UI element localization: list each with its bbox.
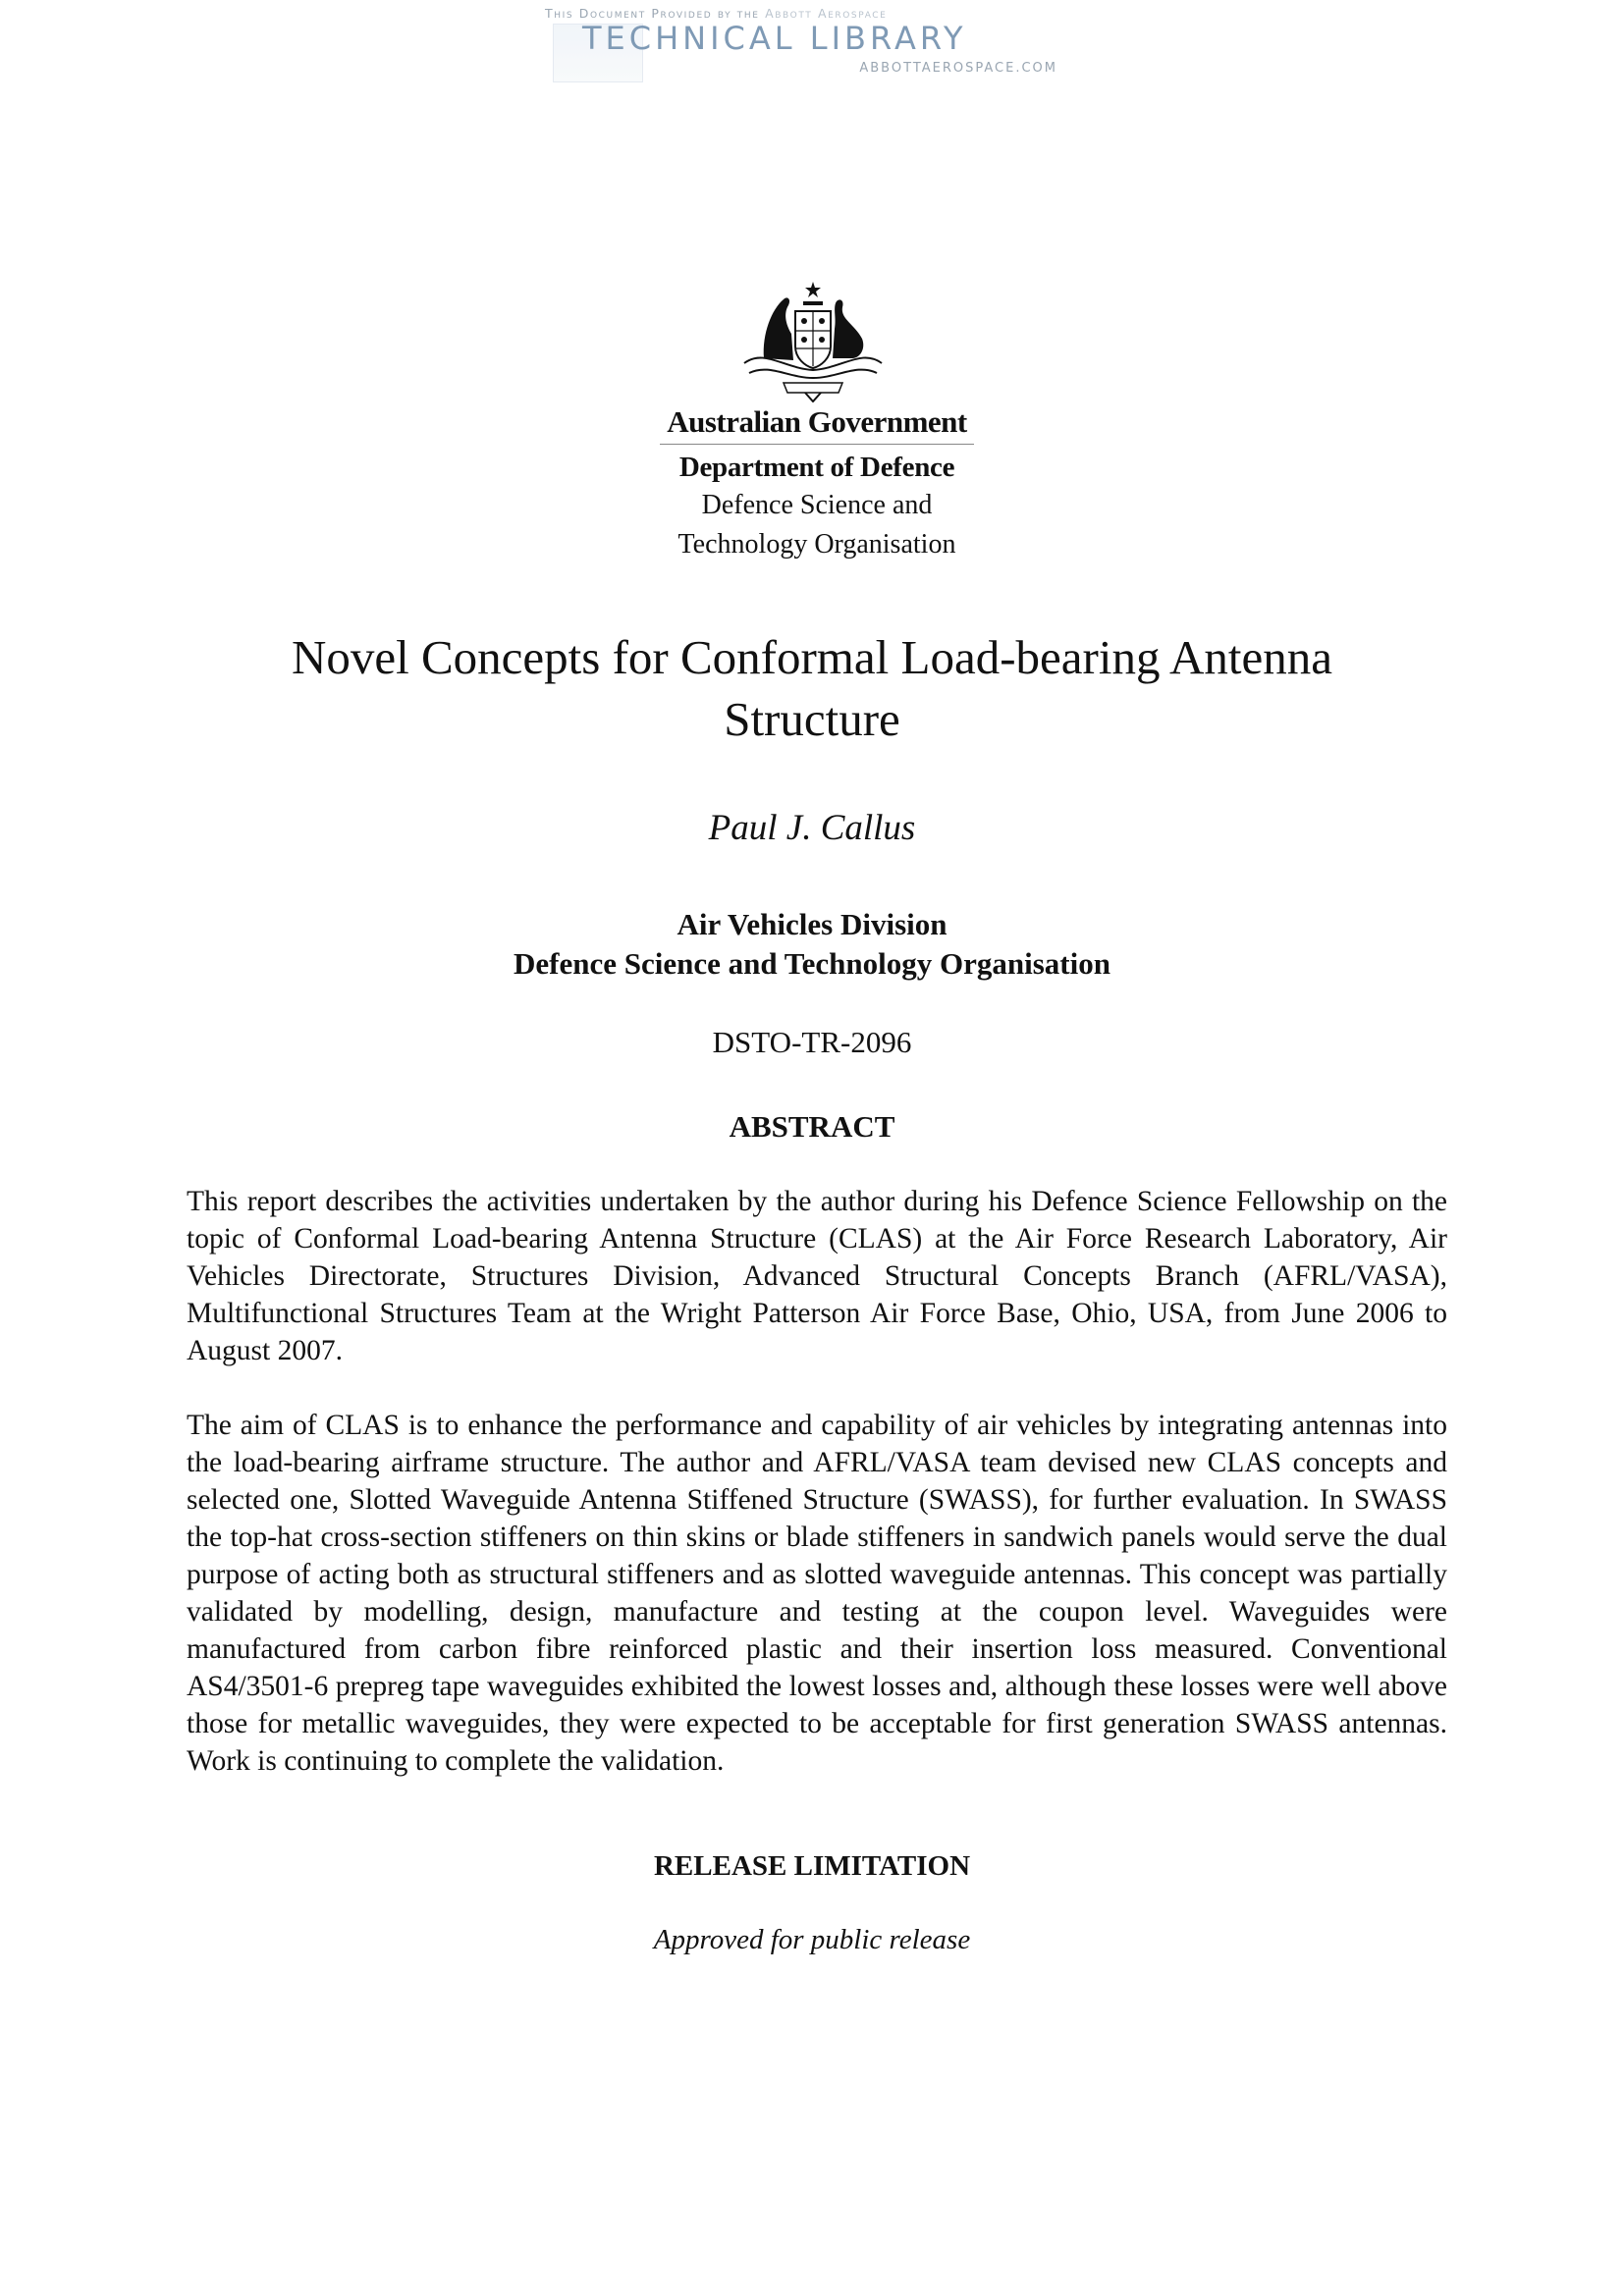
title-line-2: Structure — [724, 692, 900, 746]
coat-of-arms-icon — [734, 280, 892, 402]
department-name: Department of Defence — [678, 452, 955, 483]
watermark-brand: Abbott Aerospace — [765, 6, 888, 21]
abstract-paragraph-2: The aim of CLAS is to enhance the performance and capability of air vehicles by integrating antennas into the load-bearing airframe structure. The author and AFRL/VASA team devised new CLAS concepts and selected one, Slotted Waveguide Antenna Stiffened Structure (SWASS), for further evaluation. In SWASS the top-hat cross-section stiffeners on thin skins or blade stiffeners in sandwich panels would serve the dual purpose of acting both as structural stiffeners and as slotted waveguide antennas. This concept was partially validated by modelling, design, manufacture and testing at the coupon level. Waveguides were manufactured from carbon fibre reinforced plastic and their insertion loss measured. Conventional AS4/3501-6 prepreg tape waveguides exhibited the lowest losses and, although these losses were well above those for metallic waveguides, they were expected to be acceptable for first generation SWASS antennas. Work is continuing to complete the validation. — [187, 1410, 1447, 1777]
watermark-title: TECHNICAL LIBRARY — [582, 20, 967, 57]
document-title — [0, 626, 1624, 750]
watermark-provided-by — [545, 6, 1065, 21]
abstract-heading: ABSTRACT — [729, 1109, 895, 1144]
agency-name-line2: Technology Organisation — [677, 529, 956, 560]
release-limitation-value: Approved for public release — [653, 1924, 971, 1955]
watermark-header — [545, 4, 1065, 84]
division-name: Air Vehicles Division — [677, 907, 947, 941]
watermark-prefix: This Document Provided by the — [545, 6, 760, 21]
government-name: Australian Government — [667, 404, 967, 439]
title-line-1: Novel Concepts for Conformal Load-bearing Antenna — [291, 630, 1332, 684]
org-divider — [660, 444, 974, 445]
abstract-paragraph-1: This report describes the activities undertaken by the author during his Defence Science Fellowship on the topic of Conformal Load-bearing Antenna Structure (CLAS) at the Air Force Research Laboratory, Air Vehicles Directorate, Structures Division, Advanced Structural Concepts Branch (AFRL/VASA), Multifunctional Structures Team at the Wright Patterson Air Force Base, Ohio, USA, from June 2006 to August 2007. — [187, 1186, 1447, 1366]
author-name: Paul J. Callus — [708, 808, 916, 848]
organisation-name: Defence Science and Technology Organisation — [514, 946, 1110, 981]
division-block — [0, 905, 1624, 984]
agency-name-line1: Defence Science and — [701, 490, 933, 520]
watermark-url: ABBOTTAEROSPACE.COM — [859, 61, 1057, 76]
organisation-block — [660, 402, 974, 564]
release-limitation-heading: RELEASE LIMITATION — [653, 1850, 971, 1882]
report-number: DSTO-TR-2096 — [712, 1025, 912, 1059]
